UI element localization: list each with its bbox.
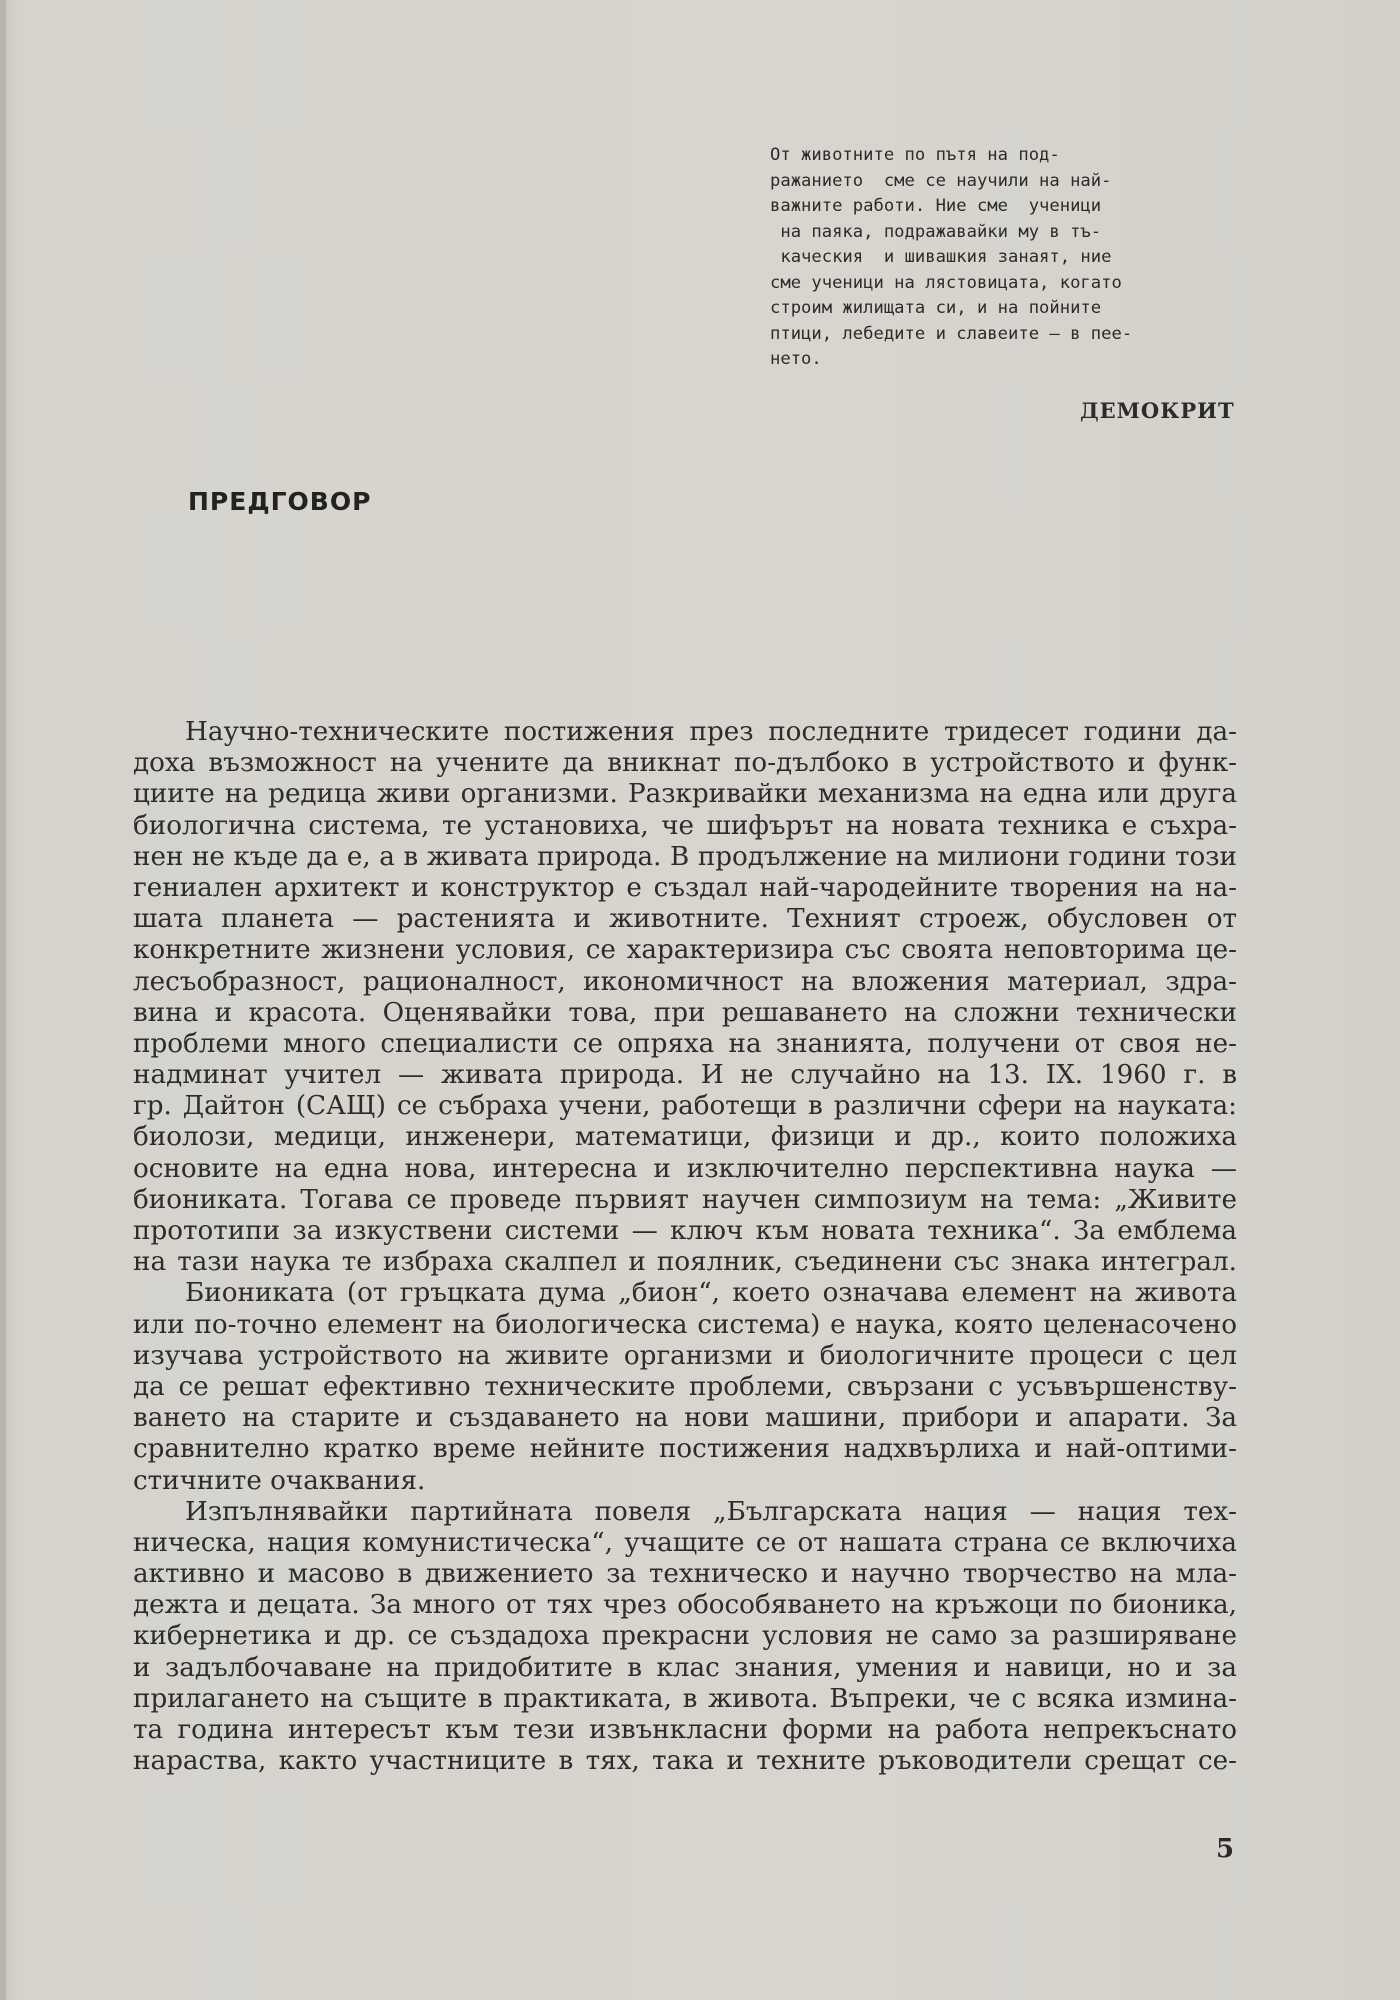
text-line: нен не къде да е, а в живата природа. В продължение на милиони години този [133, 841, 1237, 872]
epigraph-line: важните работи. Ние сме ученици [770, 196, 1102, 216]
text-line: циите на редица живи организми. Разкривайки механизма на една или друга [133, 779, 1237, 810]
text-line: кибернетика и др. се създадоха прекрасни условия не само за разширяване [133, 1621, 1237, 1652]
epigraph-line: От животните по пътя на под- [770, 145, 1060, 165]
text-line: лесъобразност, рационалност, икономичност на вложения материал, здра- [133, 966, 1237, 997]
text-line: гр. Дайтон (САЩ) се събраха учени, работещи в различни сфери на науката: [133, 1091, 1237, 1122]
text-line: да се решат ефективно техническите проблеми, свързани с усъвършенству- [133, 1371, 1237, 1402]
text-line: сравнително кратко време нейните постижения надхвърлиха и най-оптими- [133, 1434, 1237, 1465]
epigraph-author: ДЕМОКРИТ [1080, 398, 1235, 423]
text-line: биониката. Тогава се проведе първият научен симпозиум на тема: „Живите [133, 1184, 1237, 1215]
text-line: та година интересът към тези извънкласни форми на работа непрекъснато [133, 1715, 1237, 1745]
text-line: и задълбочаване на придобитите в клас знания, умения и навици, но и за [133, 1652, 1237, 1683]
text-line: доха възможност на учените да вникнат по-дълбоко в устройството и функ- [133, 748, 1237, 779]
text-line: проблеми много специалисти се опряха на знанията, получени от своя не- [133, 1028, 1237, 1059]
text-line: биологична система, те установиха, че шифърът на новата техника е съхра- [133, 810, 1237, 841]
epigraph-quote [770, 143, 1235, 373]
epigraph-line: каческия и шивашкия занаят, ние [770, 247, 1112, 267]
text-line: ническа, нация комунистическа“, учащите се от нашата страна се включиха [133, 1527, 1237, 1558]
text-line: нараства, както участниците в тях, така и техните ръководители срещат се- [133, 1746, 1237, 1777]
text-line: изучава устройството на живите организми и биологичните процеси с цел [133, 1340, 1237, 1371]
text-line: Научно-техническите постижения през последните тридесет години да- [185, 717, 1237, 747]
epigraph-line: строим жилищата си, и на пойните [770, 298, 1102, 318]
text-line: или по-точно елемент на биологическа система) е наука, която целенасочено [133, 1309, 1237, 1340]
text-line: вина и красота. Оценявайки това, при решаването на сложни технически [133, 997, 1237, 1028]
epigraph-line: на паяка, подражавайки му в тъ- [770, 221, 1102, 242]
chapter-heading: ПРЕДГОВОР [188, 487, 372, 516]
epigraph-line: нето. [770, 349, 822, 369]
text-line: Биониката (от гръцката дума „бион“, което означава елемент на живота [185, 1278, 1237, 1309]
page-number: 5 [1216, 1834, 1235, 1864]
page-binding-edge [0, 0, 6, 2000]
text-line: на тази наука те избраха скалпел и поялник, съединени със знака интеграл. [133, 1247, 1237, 1278]
text-line: конкретните жизнени условия, се характеризира със своята неповторима це- [133, 935, 1237, 966]
text-line: гениален архитект и конструктор е създал най-чародейните творения на на- [133, 872, 1237, 903]
text-line: биолози, медици, инженери, математици, физици и др., които положиха [133, 1122, 1237, 1153]
text-line: прилагането на същите в практиката, в живота. Въпреки, че с всяка измина- [133, 1683, 1237, 1714]
text-line: ването на старите и създаването на нови машини, прибори и апарати. За [133, 1403, 1237, 1434]
epigraph-line: ражанието сме се научили на най- [770, 170, 1112, 191]
text-line: шата планета — растенията и животните. Техният строеж, обусловен от [133, 904, 1237, 935]
text-line: стичните очаквания. [133, 1465, 426, 1496]
text-line: Изпълнявайки партийната повеля „Българската нация — нация тех- [185, 1496, 1237, 1527]
epigraph-line: птици, лебедите и славеите — в пее- [770, 323, 1133, 344]
text-line: дежта и децата. За много от тях чрез обособяването на кръжоци по бионика, [133, 1590, 1237, 1621]
body-text [133, 717, 1237, 1777]
text-line: прототипи за изкуствени системи — ключ към новата техника“. За емблема [133, 1216, 1237, 1246]
text-line: основите на една нова, интересна и изключително перспективна наука — [133, 1153, 1237, 1184]
text-line: надминат учител — живата природа. И не случайно на 13. IX. 1960 г. в [133, 1060, 1237, 1091]
text-line: активно и масово в движението за техническо и научно творчество на мла- [133, 1559, 1237, 1590]
epigraph-line: сме ученици на лястовицата, когато [770, 272, 1122, 293]
